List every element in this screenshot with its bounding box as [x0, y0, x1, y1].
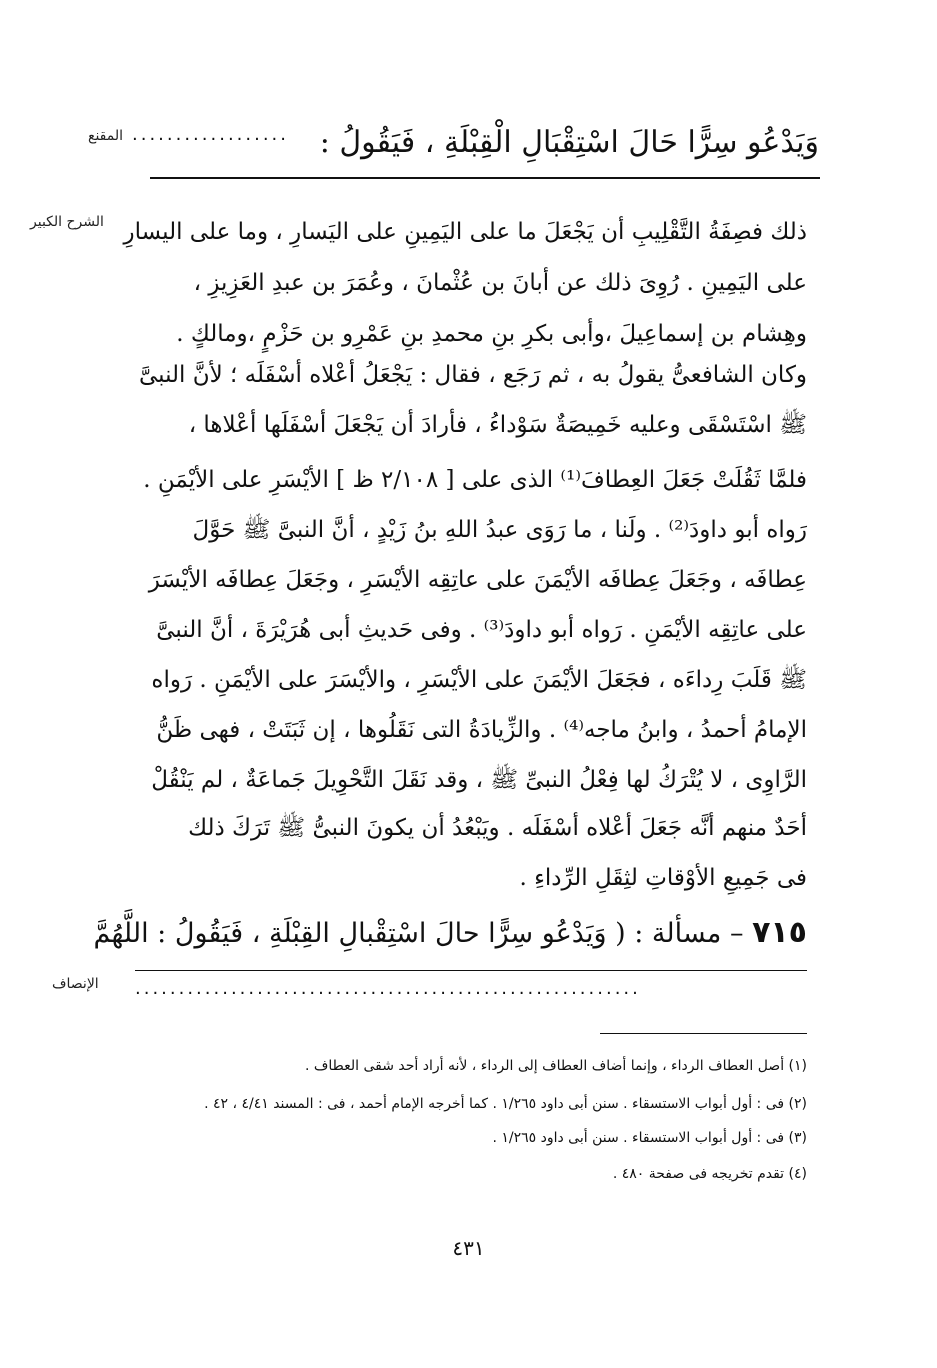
footnote-3: (٣) فى : أول أبواب الاستسقاء . سنن أبى داود ١/٢٦٥ . — [492, 1130, 807, 1146]
muqni-dots: .................. — [132, 124, 289, 145]
body-line: وهِشام بن إسماعِيلَ ،وأبى بكرِ بنِ محمدِ بنِ عَمْرِو بن حَزْمٍ ،ومالكٍ . — [176, 321, 807, 347]
muqni-text: وَيَدْعُو سِرًّا حَالَ اسْتِقْبَالِ الْقِبْلَةِ ، فَيَقُولُ : — [319, 125, 819, 160]
body-line: عِطافَه ، وجَعَلَ عِطافَه الأيْمَنَ على عاتِقِه الأيْسَرِ ، وجَعَلَ عِطافَه الأيْسَرَ — [148, 567, 807, 593]
body-line: أحَدٌ منهم أنَّه جَعَلَ أعْلاه أسْفَلَه . ويَبْعُدُ أن يكونَ النبىُّ ﷺ تَرَكَ ذلك — [188, 815, 807, 841]
body-line: الإمامُ أحمدُ ، وابنُ ماجه⁽⁴⁾ . والزِّيادَةُ التى نَقَلُوها ، إن ثَبَتَتْ ، فهى ظَنُّ — [156, 717, 807, 743]
side-label-insaf: الإنصاف — [52, 976, 99, 992]
insaf-top-divider — [135, 970, 807, 971]
insaf-dots: .......................................................... — [135, 978, 641, 999]
masala-heading — [93, 910, 807, 956]
body-line: رَواه أبو داودَ⁽²⁾ . ولَنا ، ما رَوَى عبدُ اللهِ بنُ زَيْدٍ ، أنَّ النبىَّ ﷺ حَوَّلَ — [192, 517, 807, 543]
body-line: وكان الشافعىُّ يقولُ به ، ثم رَجَع ، فقال : يَجْعَلُ أعْلاه أسْفَلَه ؛ لأنَّ النبىَّ — [138, 362, 807, 388]
body-line: فى جَمِيعِ الأوْقاتِ لثِقَلِ الرِّداءِ . — [519, 865, 807, 891]
body-line: على عاتِقِه الأيْمَنِ . رَواه أبو داودَ⁽³⁾ . وفى حَديثِ أبى هُرَيْرَةَ ، أنَّ النبىَّ — [156, 617, 807, 643]
body-line: الرَّاوِى ، لا يُتْرَكُ لها فِعْلُ النبىِّ ﷺ ، وقد نَقَلَ التَّحْوِيلَ جَماعَةٌ ، لم يَنْقُلْ — [151, 767, 807, 793]
masala-text: – مسألة : ( وَيَدْعُو سِرًّا حالَ اسْتِقْبالِ القِبْلَةِ ، فَيَقُولُ : اللَّهُمَّ — [93, 918, 744, 949]
footnote-2: (٢) فى : أول أبواب الاستسقاء . سنن أبى داود ١/٢٦٥ . كما أخرجه الإمام أحمد ، فى : المسند ٤/٤١ ، ٤٢ . — [204, 1096, 807, 1112]
side-label-sharh: الشرح الكبير — [30, 214, 104, 230]
footnote-4: (٤) تقدم تخريجه فى صفحة ٤٨٠ . — [612, 1166, 807, 1182]
body-line: ذلك فصِفَةُ التَّقْلِيبِ أن يَجْعَلَ ما على اليَمِينِ على اليَسارِ ، وما على اليسارِ — [123, 219, 807, 245]
body-line: ﷺ اسْتَسْقَى وعليه خَمِيصَةٌ سَوْداءُ ، فأرادَ أن يَجْعَلَ أسْفَلَها أعْلاها ، — [188, 412, 807, 438]
body-line: ﷺ قَلَبَ رِداءَه ، فجَعَلَ الأيْمَنَ على الأيْسَرِ ، والأيْسَرَ على الأيْمَنِ . رَواه — [151, 667, 807, 693]
body-line: فلمَّا ثَقُلَتْ جَعَلَ العِطافَ⁽¹⁾ الذى على [ ٢/١٠٨ ظ ] الأيْسَرِ على الأيْمَنِ . — [143, 467, 807, 493]
footnote-divider — [600, 1033, 807, 1034]
footnote-1: (١) أصل العطاف الرداء ، وإنما أضاف العطاف إلى الرداء ، لأنه أراد أحد شقى العطاف . — [304, 1058, 807, 1074]
masala-number: ٧١٥ — [752, 915, 807, 950]
body-line: على اليَمِينِ . رُوِىَ ذلك عن أبانَ بن عُثْمانَ ، وعُمَرَ بن عبدِ العَزِيزِ ، — [193, 270, 807, 296]
side-label-muqni: المقنع — [88, 128, 124, 144]
muqni-divider — [150, 177, 820, 179]
page-number: ٤٣١ — [452, 1236, 485, 1260]
